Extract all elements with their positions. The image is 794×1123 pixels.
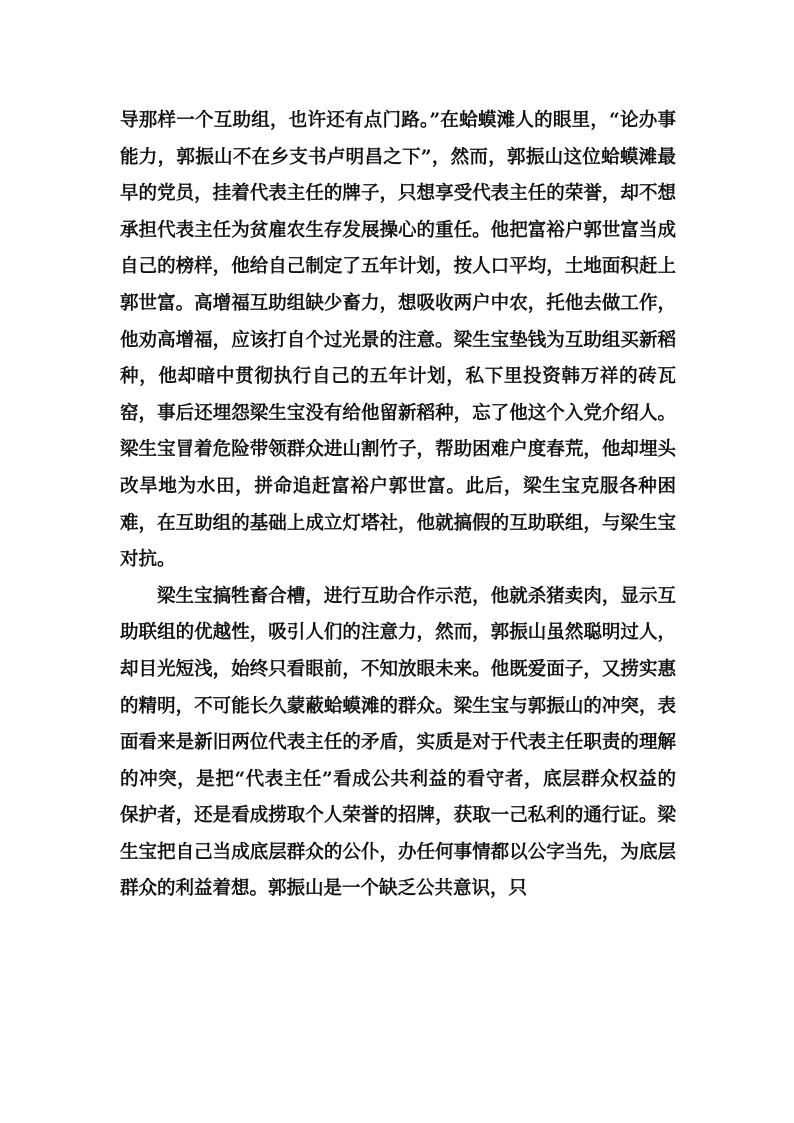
paragraph-1: 导那样一个互助组，也许还有点门路。”在蛤蟆滩人的眼里，“论办事能力，郭振山不在乡支书卢明昌之下”，然而，郭振山这位蛤蟆滩最早的党员，挂着代表主任的牌子，只想享受代表主任的荣誉，却不想承担代表主任为贫雇农生存发展操心的重任。他把富裕户郭世富当成自己的榜样，他给自己制定了五年计划，按人口平均，土地面积赶上郭世富。高增福互助组缺少畜力，想吸收两户中农，托他去做工作，他劝高增福，应该打自个过光景的注意。梁生宝垫钱为互助组买新稻种，他却暗中贯彻执行自己的五年计划，私下里投资韩万祥的砖瓦窑，事后还埋怨梁生宝没有给他留新稻种，忘了他这个入党介绍人。梁生宝冒着危险带领群众进山割竹子，帮助困难户度春荒，他却埋头改旱地为水田，拼命追赶富裕户郭世富。此后，梁生宝克服各种困难，在互助组的基础上成立灯塔社，他就搞假的互助联组，与梁生宝对抗。 <box>120 110 676 571</box>
body-text <box>120 103 676 908</box>
paragraph-2: 梁生宝搞牲畜合槽，进行互助合作示范，他就杀猪卖肉，显示互助联组的优越性，吸引人们的注意力，然而，郭振山虽然聪明过人，却目光短浅，始终只看眼前，不知放眼未来。他既爱面子，又捞实惠的精明，不可能长久蒙蔽蛤蟆滩的群众。梁生宝与郭振山的冲突，表面看来是新旧两位代表主任的矛盾，实质是对于代表主任职责的理解的冲突，是把“代表主任”看成公共利益的看守者，底层群众权益的保护者，还是看成捞取个人荣誉的招牌，获取一己私利的通行证。梁生宝把自己当成底层群众的公仆，办任何事情都以公字当先，为底层群众的利益着想。郭振山是一个缺乏公共意识，只 <box>120 585 676 900</box>
